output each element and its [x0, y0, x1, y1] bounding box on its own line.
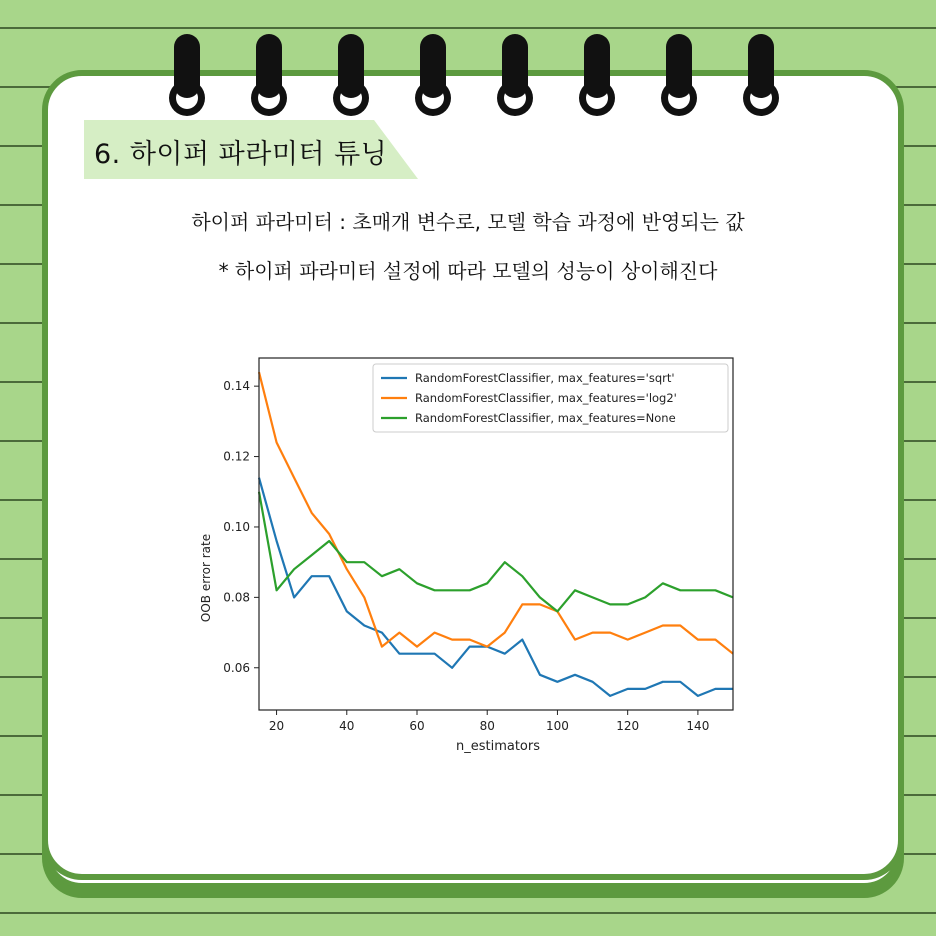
binder-ring-icon [333, 34, 369, 104]
y-tick-label: 0.06 [223, 660, 250, 675]
legend-label-3: RandomForestClassifier, max_features=None [415, 411, 676, 425]
binder-ring-icon [415, 34, 451, 104]
binder-ring-icon [743, 34, 779, 104]
x-tick-label: 120 [616, 719, 640, 733]
x-tick-label: 100 [545, 719, 569, 733]
legend [373, 364, 728, 432]
x-axis-label: n_estimators [455, 739, 541, 754]
section-title: 6. 하이퍼 파라미터 튜닝 [94, 139, 388, 170]
x-tick-label: 20 [268, 719, 285, 733]
y-tick-label: 0.10 [223, 519, 250, 534]
x-tick-label: 80 [479, 719, 495, 733]
y-axis-label: OOB error rate [199, 533, 213, 623]
y-tick-label: 0.12 [223, 449, 250, 464]
binder-ring-icon [251, 34, 287, 104]
x-tick-label: 40 [339, 719, 355, 733]
binder-ring-icon [169, 34, 205, 104]
section-banner [84, 120, 418, 179]
x-tick-label: 140 [686, 719, 710, 733]
x-tick-label: 60 [409, 719, 425, 733]
definition-text: 하이퍼 파라미터 : 초매개 변수로, 모델 학습 과정에 반영되는 값 [191, 210, 745, 234]
binder-ring-icon [497, 34, 533, 104]
oob-error-chart [190, 350, 750, 770]
legend-label-1: RandomForestClassifier, max_features='sqrt' [415, 371, 675, 385]
binder-ring-icon [661, 34, 697, 104]
binder-ring-icon [579, 34, 615, 104]
ruled-line [0, 912, 936, 914]
y-tick-label: 0.14 [223, 379, 250, 394]
ruled-line [0, 27, 936, 29]
y-tick-label: 0.08 [223, 590, 250, 605]
legend-label-2: RandomForestClassifier, max_features='log2' [415, 391, 677, 405]
note-text: * 하이퍼 파라미터 설정에 따라 모델의 성능이 상이해진다 [218, 259, 718, 283]
